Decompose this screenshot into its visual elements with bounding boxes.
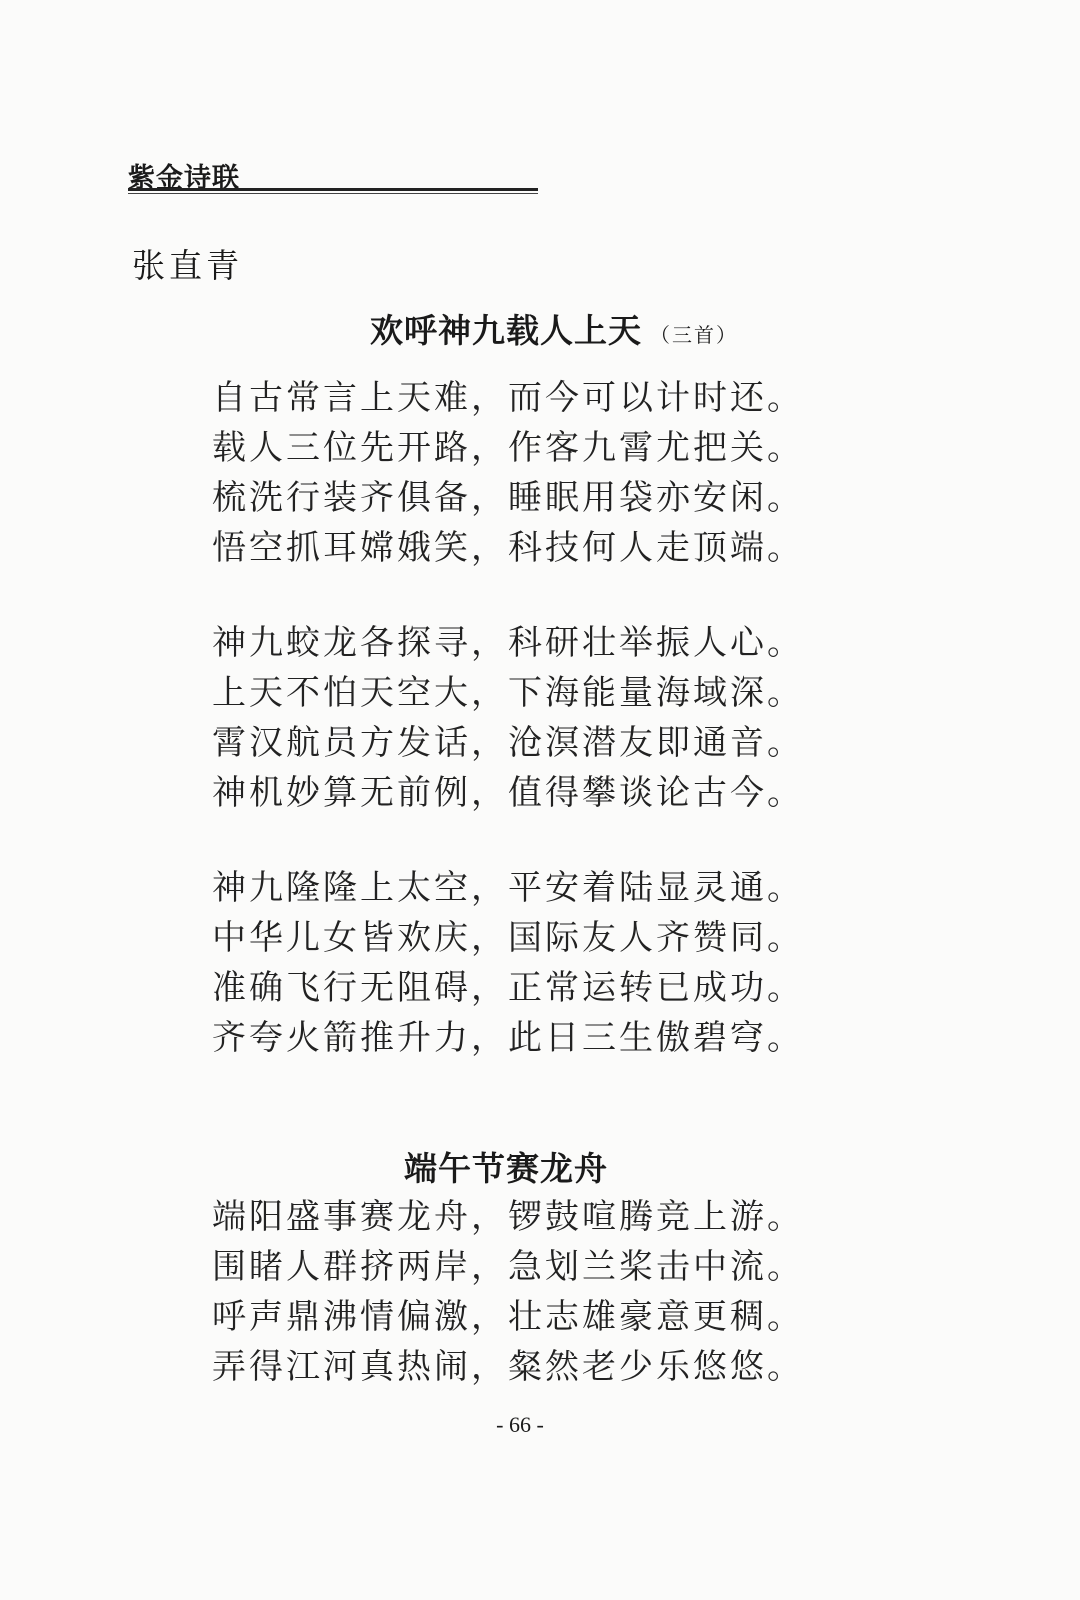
stanza (212, 1192, 832, 1392)
stanza (212, 863, 832, 1063)
verse-line: 中华儿女皆欢庆，国际友人齐赞同。 (212, 918, 804, 958)
verse-line: 端阳盛事赛龙舟，锣鼓喧腾竞上游。 (212, 1197, 804, 1237)
verse-line: 载人三位先开路，作客九霄尤把关。 (212, 428, 804, 468)
running-header (128, 150, 538, 196)
header-rule-thin (128, 193, 538, 194)
verse-line: 弄得江河真热闹，粲然老少乐悠悠。 (212, 1347, 804, 1387)
verse-line: 准确飞行无阻碍，正常运转已成功。 (212, 968, 804, 1008)
verse-line: 神机妙算无前例，值得攀谈论古今。 (212, 773, 804, 813)
poem-title-text: 欢呼神九载人上天 (370, 311, 642, 350)
stanza (212, 373, 832, 573)
author-name: 张直青 (132, 246, 243, 285)
verse-line: 自古常言上天难，而今可以计时还。 (212, 378, 804, 418)
verse-line: 围睹人群挤两岸，急划兰桨击中流。 (212, 1247, 804, 1287)
verse-line: 霄汉航员方发话，沧溟潜友即通音。 (212, 723, 804, 763)
verse-line: 神九蛟龙各探寻，科研壮举振人心。 (212, 623, 804, 663)
verse-line: 呼声鼎沸情偏激，壮志雄豪意更稠。 (212, 1297, 804, 1337)
verse-line: 神九隆隆上太空，平安着陆显灵通。 (212, 868, 804, 908)
verse-line: 梳洗行装齐俱备，睡眠用袋亦安闲。 (212, 478, 804, 518)
section-title: 紫金诗联 (128, 163, 240, 194)
page-number: - 66 - (496, 1412, 544, 1437)
poem-title-note: （三首） (650, 323, 738, 347)
poem-title (370, 305, 738, 352)
header-rule (128, 188, 538, 191)
verse-line: 齐夸火箭推升力，此日三生傲碧穹。 (212, 1018, 804, 1058)
poem-title-text: 端午节赛龙舟 (404, 1149, 608, 1188)
verse-line: 上天不怕天空大，下海能量海域深。 (212, 673, 804, 713)
stanza (212, 618, 832, 818)
poem-title (404, 1143, 608, 1190)
verse-line: 悟空抓耳嫦娥笑，科技何人走顶端。 (212, 528, 804, 568)
